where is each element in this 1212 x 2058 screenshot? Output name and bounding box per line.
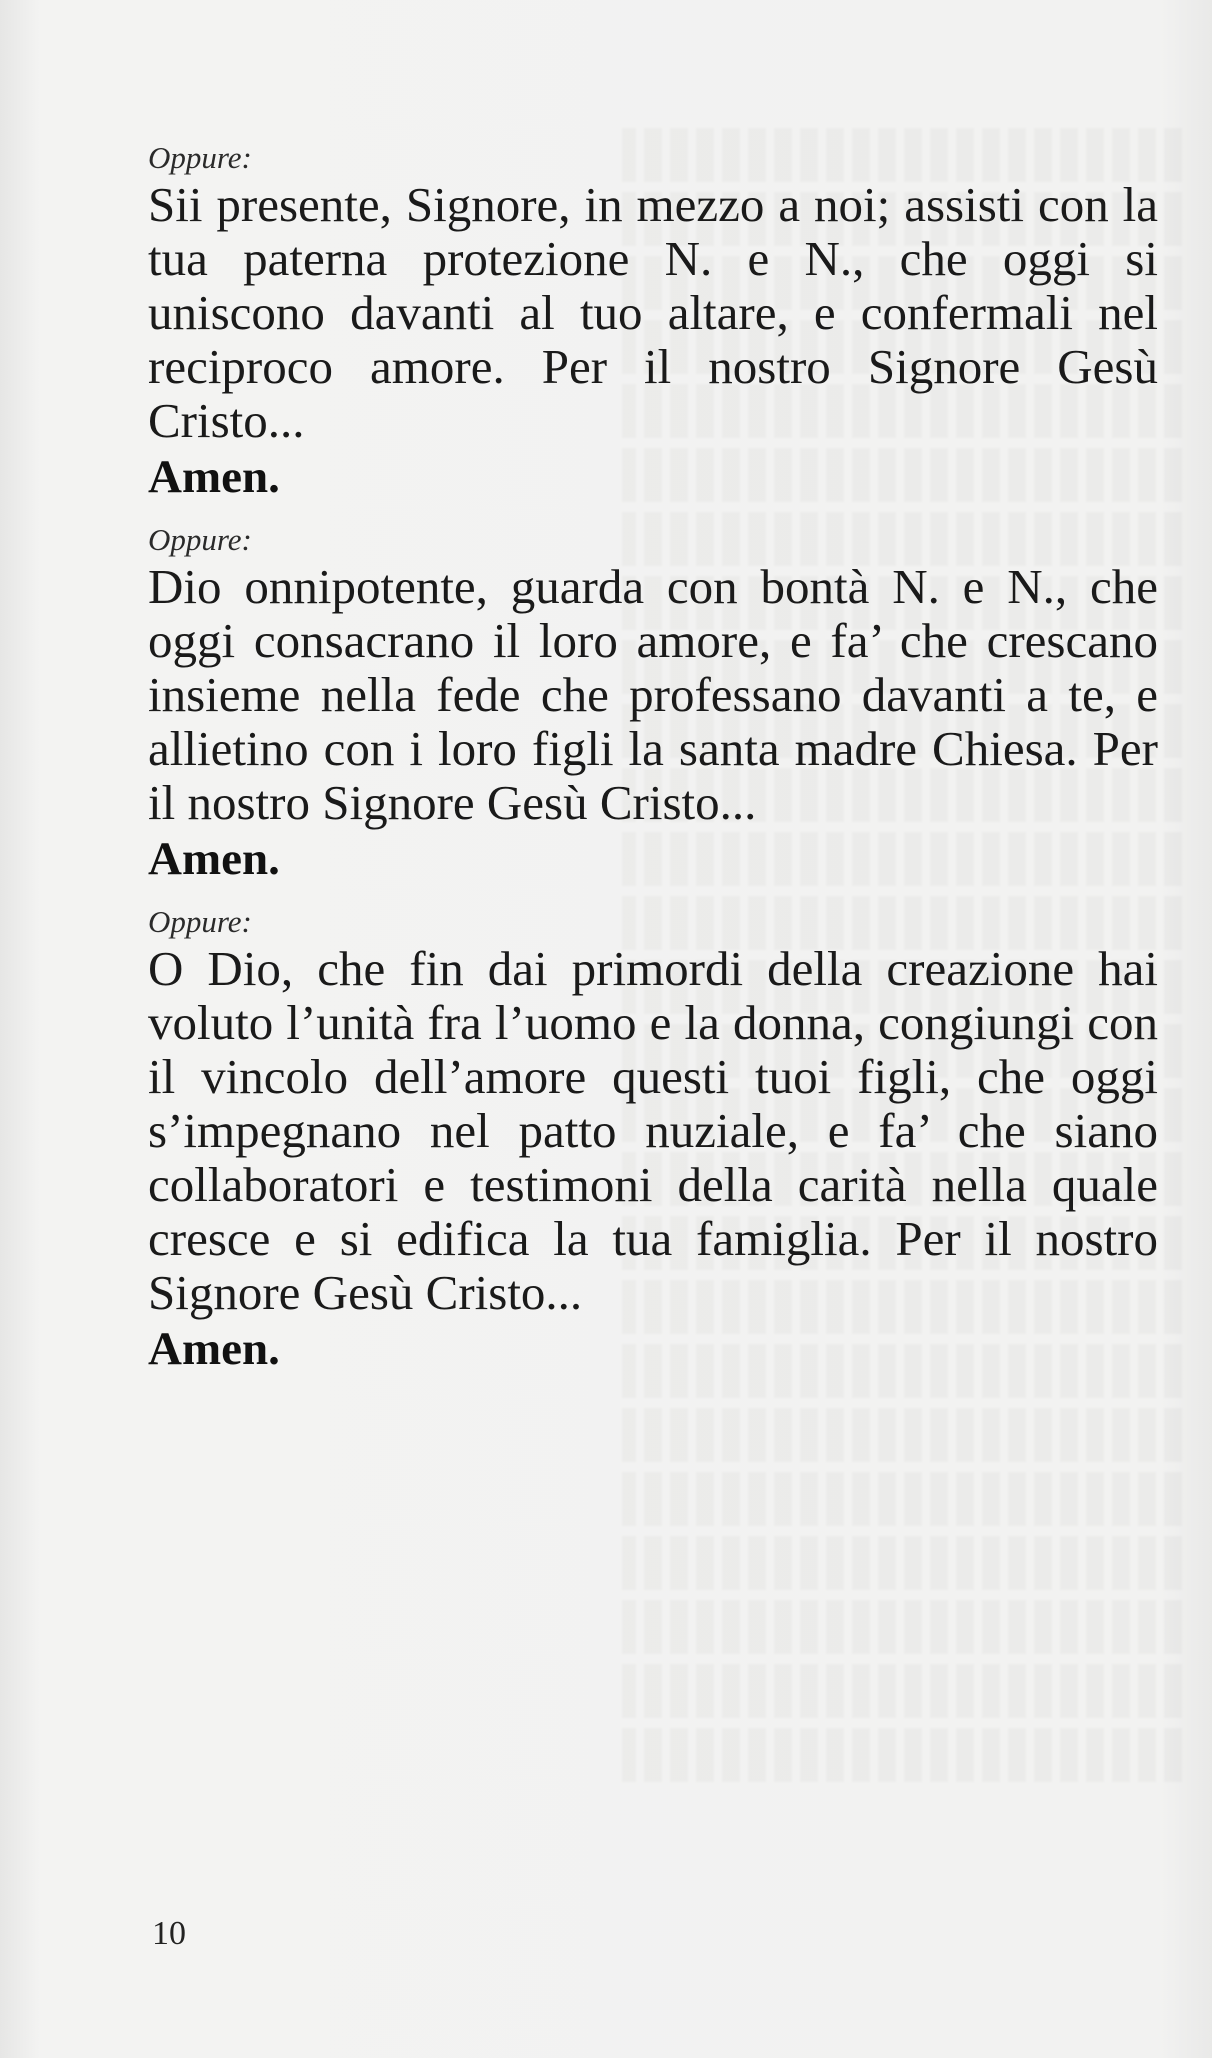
prayer-block [148,138,1158,506]
page-number: 10 [152,1915,186,1952]
prayer-text: Dio onnipotente, guarda con bontà N. e N., che oggi consacrano il loro amore, e fa’ che crescano insieme nella fede che professano davanti a te, e allietino con i loro figli la santa madre Chiesa. Per il nostro Signore Gesù Cristo... [148,559,1158,830]
prayer-block [148,902,1158,1378]
oppure-label: Oppure: [148,904,252,939]
amen-response: Amen. [148,833,280,885]
prayer-text: O Dio, che fin dai primordi della creazione hai voluto l’unità fra l’uomo e la donna, congiungi con il vincolo dell’amore questi tuoi figli, che oggi s’impegnano nel patto nuziale, e fa’ che siano collaboratori e testimoni della carità nella quale cresce e si edifica la tua famiglia. Per il nostro Signore Gesù Cristo... [148,941,1158,1320]
prayer-text: Sii presente, Signore, in mezzo a noi; assisti con la tua paterna protezione N. e N., che oggi si uniscono davanti al tuo altare, e confermali nel reciproco amore. Per il nostro Signore Gesù Cristo... [148,177,1158,448]
oppure-label: Oppure: [148,522,252,557]
amen-response: Amen. [148,1323,280,1375]
text-column [148,138,1158,1378]
amen-response: Amen. [148,451,280,503]
prayer-block [148,520,1158,888]
oppure-label: Oppure: [148,140,252,175]
